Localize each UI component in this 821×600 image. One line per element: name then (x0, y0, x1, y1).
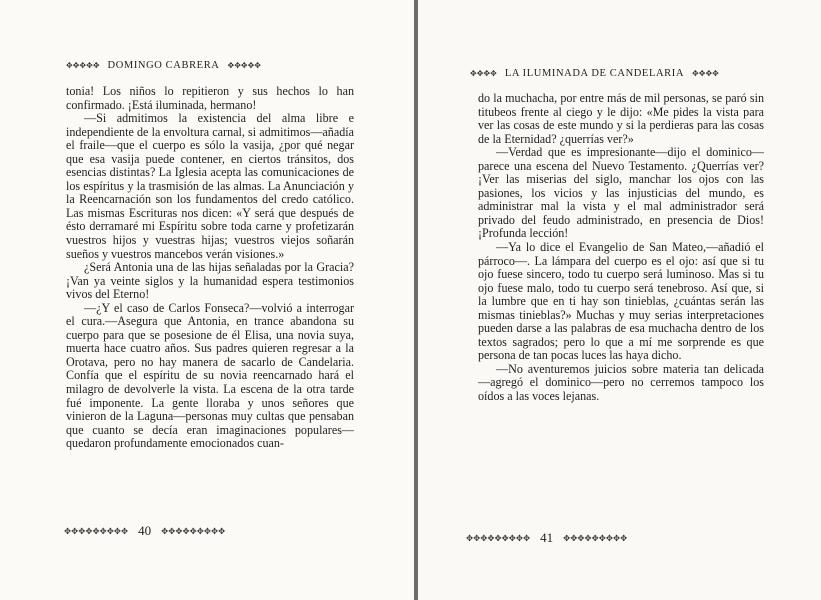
footer-ornament-icon: ✥✥✥✥✥✥✥✥✥ (64, 525, 129, 536)
head-ornament-icon: ✥✥✥✥✥ (66, 61, 100, 70)
head-ornament-icon: ✥✥✥✥ (692, 69, 719, 78)
right-page (418, 0, 821, 600)
paragraph: —No aventuremos juicios sobre materia tan delicada—agregó el dominico—pero no cerremos tampoco los oídos a las voces lejanas. (478, 361, 764, 404)
paragraph: —Si admitimos la existencia del alma libre e independiente de la envoltura carnal, si admitimos—añadía el fraile—que el cuerpo es sólo la vasija, ¿por qué negar que esa vasija puede contener, en ciertos tránsitos, dos esencias distintas? La Iglesia acepta las comunicaciones de los espíritus y la trasmisión de las almas. La Anunciación y la Reencarnación son los fundamentos del credo católico. Las mismas Escrituras nos dicen: «Y será que después de ésto derramaré mi Espíritu sobre toda carne y profetizarán vuestros hijos y vuestras hijas; vuestros viejos soñarán sueños y vuestros mancebos verán visiones.» (66, 111, 354, 261)
paragraph: do la muchacha, por entre más de mil personas, se paró sin titubeos frente al ciego y le dijo: «Me pides la vista para ver las cosas de este mundo y si la perdieras para las cosas de la Eternidad? ¿querrías ver?» (478, 91, 764, 146)
head-ornament-icon: ✥✥✥✥✥ (227, 61, 261, 70)
right-body-text (478, 92, 764, 404)
right-running-title: LA ILUMINADA DE CANDELARIA (504, 68, 685, 79)
paragraph: —Verdad que es impresionante—dijo el dominico—parece una escena del Nuevo Testamento. ¿Querrías ver? ¡Ver las miserias del siglo, manchar los ojos con las pasiones, los vicios y las injusticias del mundo, es administrar mal la vista y el mal administrador será privado del feudo administrado, en presencia de Dios! ¡Profunda lección! (478, 145, 764, 241)
left-body-text (66, 85, 354, 451)
right-footer (466, 530, 627, 546)
left-running-title: DOMINGO CABRERA (107, 60, 220, 71)
footer-ornament-icon: ✥✥✥✥✥✥✥✥✥ (466, 532, 531, 543)
footer-ornament-icon: ✥✥✥✥✥✥✥✥✥ (563, 532, 628, 543)
head-ornament-icon: ✥✥✥✥ (470, 69, 497, 78)
paragraph: tonia! Los niños lo repitieron y sus hechos lo han confirmado. ¡Está iluminada, hermano! (66, 84, 354, 112)
left-footer (64, 523, 225, 539)
paragraph: —¿Y el caso de Carlos Fonseca?—volvió a interrogar el cura.—Asegura que Antonia, en trance abandona su cuerpo para que se posesione de él Elisa, una novia suya, muerta hace cuatro años. Sus padres quieren regresar a la Orotava, pero no hay manera de sacarlo de Candelaria. Confía que el espíritu de su novia reencarnado hará el milagro de devolverle la vista. La escena de la otra tarde fué imponente. La gente lloraba y unos señores que vinieron de la Laguna—personas muy cultas que pensaban que cuanto se decía eran imaginaciones populares—quedaron profundamente emocionados cuan- (66, 300, 354, 451)
paragraph: —Ya lo dice el Evangelio de San Mateo,—añadió el párroco—. La lámpara del cuerpo es el ojo: así que si tu ojo fuese sincero, todo tu cuerpo será luminoso. Mas si tu ojo fuese malo, todo tu cuerpo será tenebroso. Así que, si la lumbre que en ti hay son tinieblas, ¿cuántas serán las mismas tinieblas?» Muchas y muy serias interpretaciones pueden darse a las palabras de esa muchacha dentro de los textos sagrados; pero lo que a mí me sorprende es que persona de tan pocas luces las haya dicho. (478, 240, 764, 363)
left-running-head (66, 60, 261, 71)
right-running-head (470, 68, 719, 79)
page-number: 40 (138, 523, 152, 538)
paragraph: ¿Será Antonia una de las hijas señaladas por la Gracia? ¡Van ya veinte siglos y la humanidad espera testimonios vivos del Eterno! (66, 260, 354, 302)
footer-ornament-icon: ✥✥✥✥✥✥✥✥✥ (161, 525, 226, 536)
page-number: 41 (540, 530, 554, 545)
